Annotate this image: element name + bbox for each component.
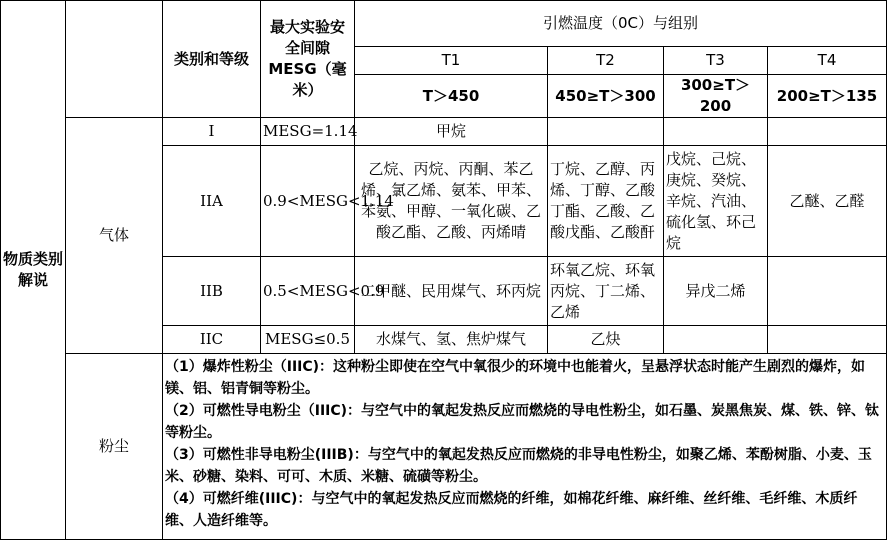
gas-t4 xyxy=(768,326,887,354)
gas-grade: IIB xyxy=(163,257,261,326)
gas-t4 xyxy=(768,257,887,326)
gas-grade: IIA xyxy=(163,146,261,257)
group-range-t1: T＞450 xyxy=(355,75,548,118)
gas-t4: 乙醚、乙醛 xyxy=(768,146,887,257)
group-range-t4: 200≥T＞135 xyxy=(768,75,887,118)
temp-group-header xyxy=(355,1,887,47)
gas-grade: I xyxy=(163,118,261,146)
dust-item: （2）可燃性导电粉尘（IIIC)：与空气中的氧起发热反应而燃烧的导电性粉尘，如石墨、炭黑焦炭、煤、铁、锌、钛等粉尘。 xyxy=(165,403,880,441)
gas-t1: 乙烷、丙烷、丙酮、苯乙烯、氯乙烯、氨苯、甲苯、苯氨、甲醇、一氧化碳、乙酸乙酯、乙酸、丙烯晴 xyxy=(355,146,548,257)
dust-label: 粉尘 xyxy=(66,354,163,540)
mesg-header-label: 最大实验安全间隙MESG（毫米） xyxy=(268,18,347,99)
dust-description xyxy=(163,354,887,540)
gas-t2 xyxy=(548,118,664,146)
group-code-t1: T1 xyxy=(355,47,548,75)
group-range-t2: 450≥T＞300 xyxy=(548,75,664,118)
gas-t2: 环氧乙烷、环氧丙烷、丁二烯、乙烯 xyxy=(548,257,664,326)
gas-mesg: 0.5<MESG<0.9 xyxy=(261,257,355,326)
dust-item: （3）可燃性非导电粉尘(IIIB)：与空气中的氧起发热反应而燃烧的非导电性粉尘，如聚乙烯、苯酚树脂、小麦、玉米、砂糖、染料、可可、木质、米糖、硫磺等粉尘。 xyxy=(165,447,872,485)
gas-t3 xyxy=(664,118,768,146)
gas-t1: 甲烷 xyxy=(355,118,548,146)
category-header-label: 物质类别解说 xyxy=(3,250,64,289)
gas-t4 xyxy=(768,118,887,146)
gas-t2: 丁烷、乙醇、丙烯、丁醇、乙酸丁酯、乙酸、乙酸戊酯、乙酸酐 xyxy=(548,146,664,257)
gas-t3: 戊烷、己烷、庚烷、癸烷、辛烷、汽油、硫化氢、环己烷 xyxy=(664,146,768,257)
blank-header-cell xyxy=(66,1,163,118)
class-grade-header-label: 类别和等级 xyxy=(173,49,249,68)
gas-mesg: MESG≤0.5 xyxy=(261,326,355,354)
mesg-header xyxy=(261,1,355,118)
gas-mesg: MESG=1.14 xyxy=(261,118,355,146)
gas-t3 xyxy=(664,326,768,354)
gas-t2: 乙炔 xyxy=(548,326,664,354)
gas-t3: 异戊二烯 xyxy=(664,257,768,326)
temp-group-header-label: 引燃温度（0C）与组别 xyxy=(543,14,699,32)
dust-item: （4）可燃纤维(IIIC)：与空气中的氧起发热反应而燃烧的纤维，如棉花纤维、麻纤维、丝纤维、毛纤维、木质纤维、人造纤维等。 xyxy=(165,491,858,529)
class-grade-header xyxy=(163,1,261,118)
dust-item: （1）爆炸性粉尘（IIIC)：这种粉尘即使在空气中氧很少的环境中也能着火，呈悬浮状态时能产生剧烈的爆炸，如镁、铝、铝青铜等粉尘。 xyxy=(165,359,866,397)
gas-t1: 水煤气、氢、焦炉煤气 xyxy=(355,326,548,354)
gas-mesg: 0.9<MESG<1.14 xyxy=(261,146,355,257)
category-header xyxy=(1,1,66,540)
group-range-t3: 300≥T＞200 xyxy=(664,75,768,118)
group-code-t3: T3 xyxy=(664,47,768,75)
gas-label: 气体 xyxy=(66,118,163,354)
gas-grade: IIC xyxy=(163,326,261,354)
group-code-t2: T2 xyxy=(548,47,664,75)
gas-t1: 二甲醚、民用煤气、环丙烷 xyxy=(355,257,548,326)
group-code-t4: T4 xyxy=(768,47,887,75)
